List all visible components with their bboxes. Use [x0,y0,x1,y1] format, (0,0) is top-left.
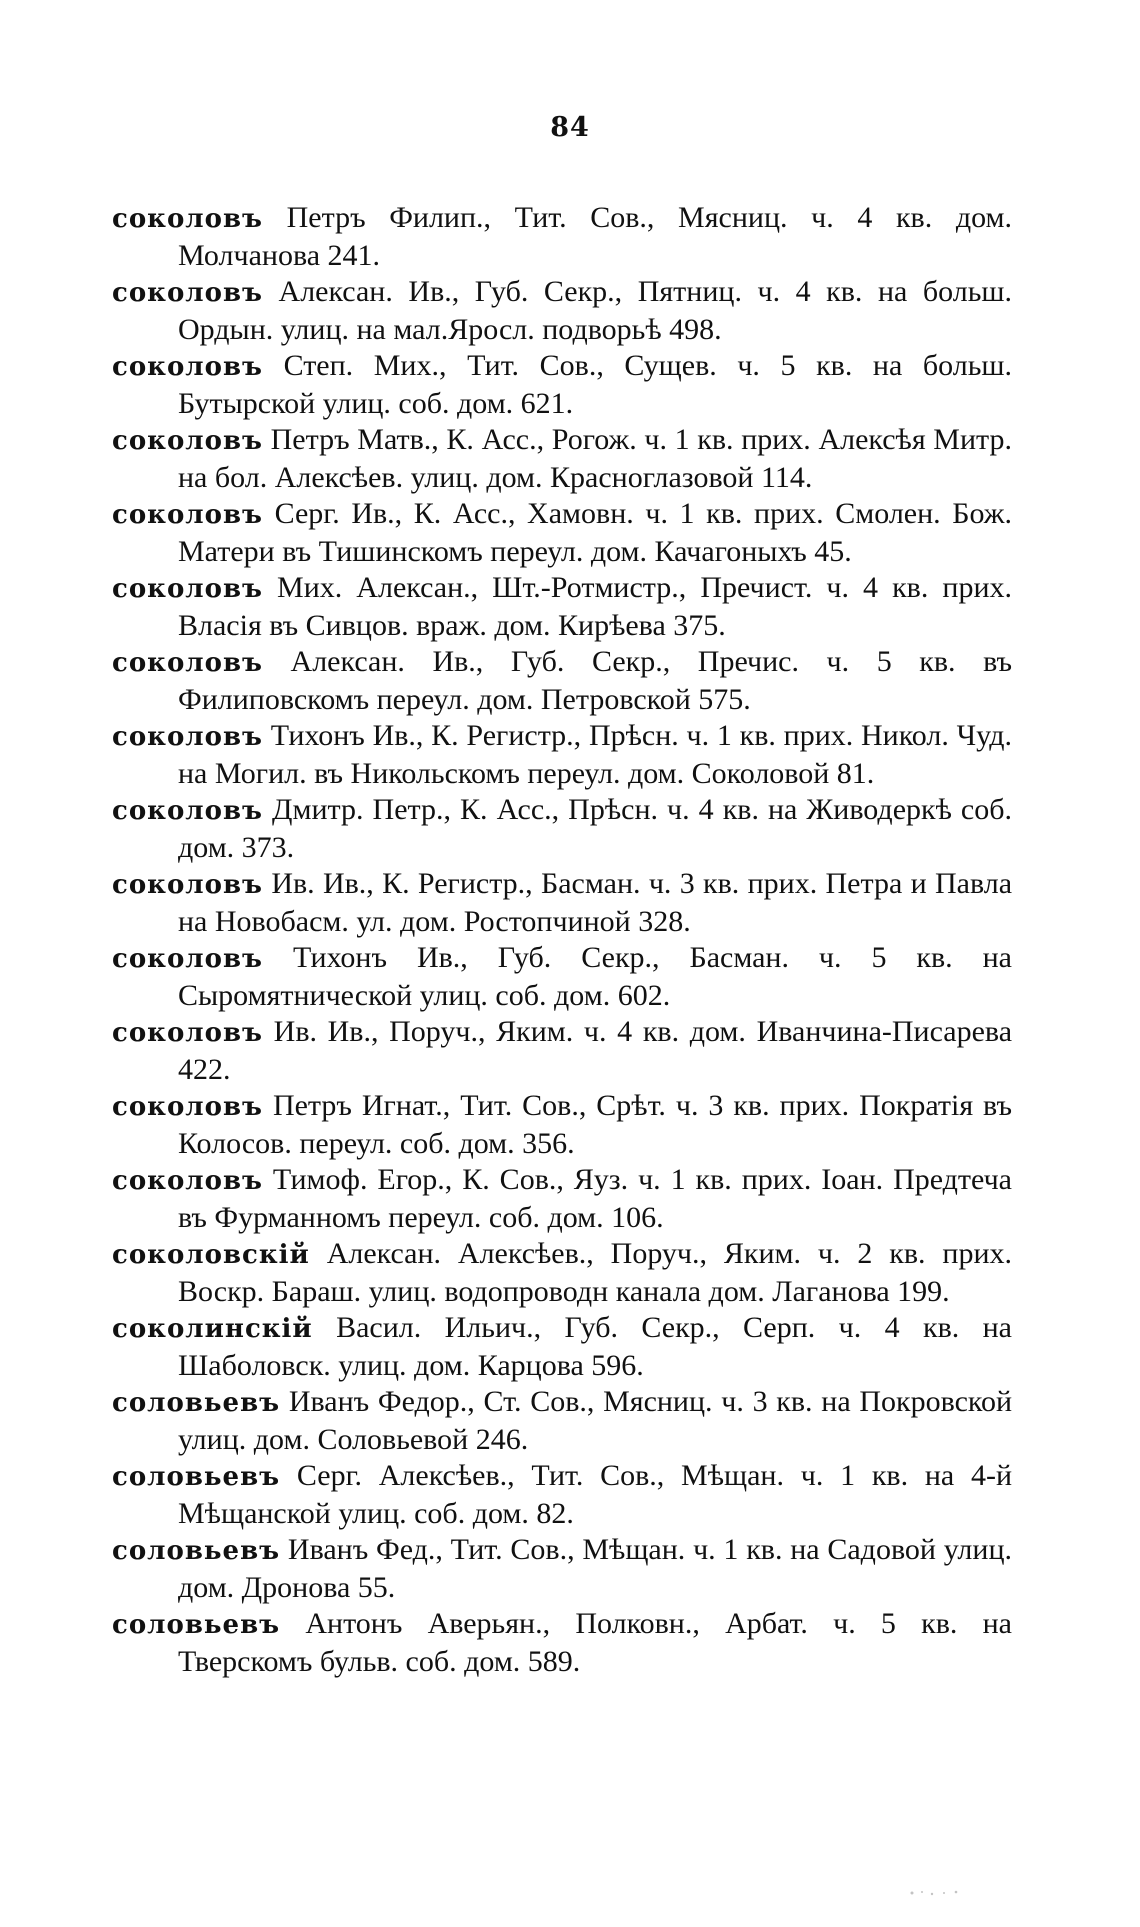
entry-details: Иванъ Федор., Ст. Сов., Мясниц. ч. 3 кв. на Покровской улиц. дом. Соловьевой 246. [178,1385,1013,1456]
directory-entry [112,1162,1012,1236]
entry-surname: соколовъ [112,426,263,456]
entry-details: Петръ Филип., Тит. Сов., Мясниц. ч. 4 кв. дом. Молчанова 241. [178,201,1012,272]
directory-entry [112,866,1012,940]
directory-entry [112,1310,1012,1384]
directory-entry [112,792,1012,866]
directory-entry [112,1088,1012,1162]
entry-surname: соколовскій [112,1240,310,1270]
entry-surname: соколовъ [112,500,263,530]
directory-entry [112,422,1012,496]
directory-entry [112,1606,1012,1680]
entry-details: Тимоф. Егор., К. Сов., Яуз. ч. 1 кв. прих. Іоан. Предтеча въ Фурманномъ переул. соб. дом. 106. [178,1163,1012,1234]
entry-surname: соколовъ [112,1018,263,1048]
entry-surname: соловьевъ [112,1462,281,1492]
entry-details: Тихонъ Ив., К. Регистр., Прѣсн. ч. 1 кв. прих. Никол. Чуд. на Могил. въ Никольскомъ переул. дом. Соколовой 81. [178,719,1012,790]
directory-entry [112,644,1012,718]
entry-details: Мих. Алексан., Шт.-Ротмистр., Пречист. ч. 4 кв. прих. Власія въ Сивцов. враж. дом. Кирѣева 375. [178,571,1012,642]
entry-surname: соколовъ [112,278,263,308]
entry-details: Петръ Матв., К. Асс., Рогож. ч. 1 кв. прих. Алексѣя Митр. на бол. Алексѣев. улиц. дом. Красноглазовой 114. [178,423,1012,494]
directory-entry [112,274,1012,348]
entry-surname: соколовъ [112,1092,263,1122]
entry-details: Алексан. Алексѣев., Поруч., Яким. ч. 2 кв. прих. Воскр. Бараш. улиц. водопроводн канала дом. Лаганова 199. [178,1237,1012,1308]
entry-details: Дмитр. Петр., К. Асс., Прѣсн. ч. 4 кв. на Живодеркѣ соб. дом. 373. [178,793,1012,864]
directory-entry [112,570,1012,644]
entry-surname: соколовъ [112,722,263,752]
entry-details: Алексан. Ив., Губ. Секр., Пречис. ч. 5 кв. въ Филиповскомъ переул. дом. Петровской 575. [178,645,1012,716]
directory-entry [112,1384,1012,1458]
entry-surname: соколовъ [112,352,263,382]
directory-entry [112,496,1012,570]
entry-details: Иванъ Фед., Тит. Сов., Мѣщан. ч. 1 кв. на Садовой улиц. дом. Дронова 55. [178,1533,1012,1604]
entry-details: Антонъ Аверьян., Полковн., Арбат. ч. 5 кв. на Тверскомъ бульв. соб. дом. 589. [178,1607,1012,1678]
entry-surname: соколовъ [112,648,263,678]
entry-details: Ив. Ив., Поруч., Яким. ч. 4 кв. дом. Иванчина-Писарева 422. [178,1015,1013,1086]
entry-details: Серг. Ив., К. Асс., Хамовн. ч. 1 кв. прих. Смолен. Бож. Матери въ Тишинскомъ переул. дом. Качагоныхъ 45. [178,497,1013,568]
entry-details: Тихонъ Ив., Губ. Секр., Басман. ч. 5 кв. на Сыромятнической улиц. соб. дом. 602. [178,941,1012,1012]
entry-surname: соловьевъ [112,1610,281,1640]
entry-details: Алексан. Ив., Губ. Секр., Пятниц. ч. 4 кв. на больш. Ордын. улиц. на мал.Яросл. подворьѣ 498. [178,275,1012,346]
directory-entry [112,940,1012,1014]
directory-entry [112,348,1012,422]
page-number: 84 [550,112,590,143]
directory-entry [112,1014,1012,1088]
entry-details: Васил. Ильич., Губ. Секр., Серп. ч. 4 кв. на Шаболовск. улиц. дом. Карцова 596. [178,1311,1012,1382]
directory-entry [112,1236,1012,1310]
entry-surname: соколовъ [112,944,263,974]
directory-entry [112,200,1012,274]
entry-surname: соколовъ [112,796,263,826]
entry-details: Серг. Алексѣев., Тит. Сов., Мѣщан. ч. 1 кв. на 4-й Мѣщанской улиц. соб. дом. 82. [178,1459,1012,1530]
print-smudge [908,1888,968,1898]
entry-surname: соловьевъ [112,1388,281,1418]
entry-details: Ив. Ив., К. Регистр., Басман. ч. 3 кв. прих. Петра и Павла на Новобасм. ул. дом. Ростопчиной 328. [178,867,1013,938]
directory-entry [112,718,1012,792]
directory-entry [112,1532,1012,1606]
directory-entries [112,200,1012,1680]
directory-entry [112,1458,1012,1532]
entry-surname: соколовъ [112,204,263,234]
entry-surname: соколинскій [112,1314,313,1344]
entry-surname: соловьевъ [112,1536,281,1566]
entry-surname: соколовъ [112,574,263,604]
entry-details: Степ. Мих., Тит. Сов., Сущев. ч. 5 кв. на больш. Бутырской улиц. соб. дом. 621. [178,349,1013,420]
entry-surname: соколовъ [112,1166,263,1196]
entry-details: Петръ Игнат., Тит. Сов., Срѣт. ч. 3 кв. прих. Пократія въ Колосов. переул. соб. дом. 356. [178,1089,1012,1160]
entry-surname: соколовъ [112,870,263,900]
